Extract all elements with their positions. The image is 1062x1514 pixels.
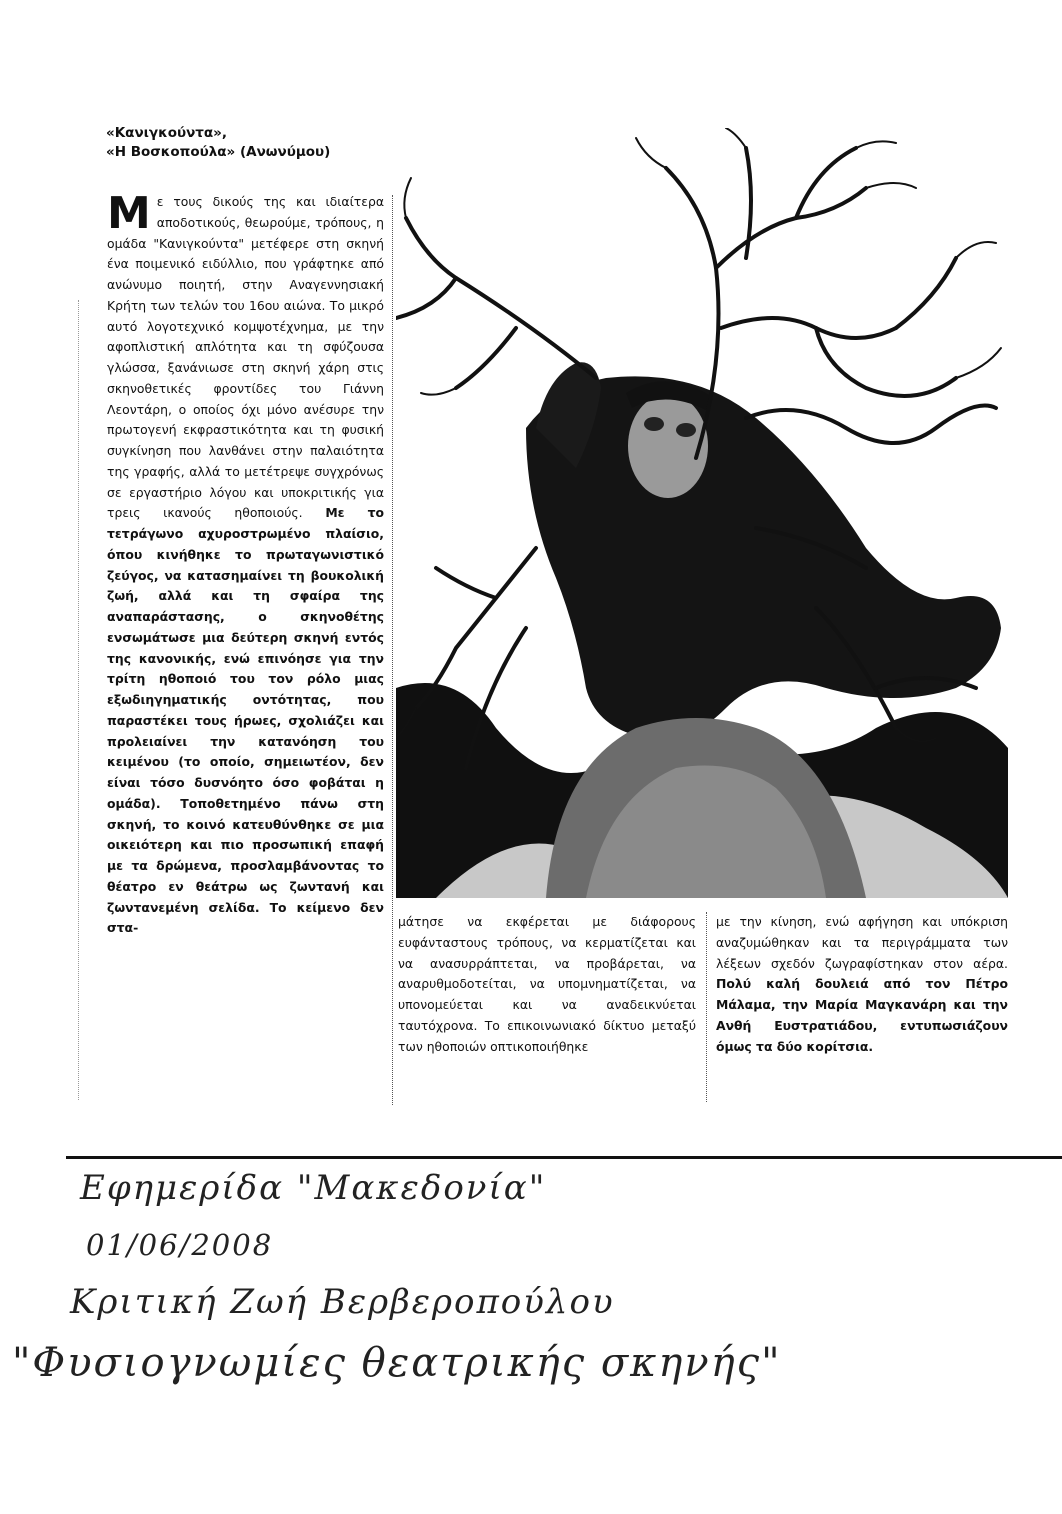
horizontal-separator (66, 1156, 1062, 1159)
column-3-bold-text: Πολύ καλή δουλειά από τον Πέτρο Μάλαμα, την Μαρία Μαγκανάρη και την Ανθή Ευστρατιάδου, εντυπωσιάζουν όμως τα δύο κορίτσια. (716, 976, 1008, 1054)
article-photo (396, 128, 1008, 898)
heading-line-1: «Κανιγκούντα», (106, 125, 228, 141)
handwritten-critic: Κριτική Ζωή Βερβεροπούλου (70, 1282, 615, 1322)
handwritten-source: Εφημερίδα "Μακεδονία" (80, 1168, 547, 1208)
column-3-text: με την κίνηση, ενώ αφήγηση και υπόκριση αναζυμώθηκαν και τα περιγράμματα των λέξεων σχεδόν ζωγραφίστηκαν στον αέρα. (716, 914, 1008, 971)
column-1-text: ε τους δικούς της και ιδιαίτερα αποδοτικούς, θεωρούμε, τρόπους, η ομάδα "Κανιγκούντα" μετέφερε στη σκηνή ένα ποιμενικό ειδύλλιο, που γράφτηκε από ανώνυμο ποιητή, στην Αναγεννησιακή Κρήτη των τελών του 16ου αιώνα. Το μικρό αυτό λογοτεχνικό κομψοτέχνημα, με την αφοπλιστική απλότητα και τη σφύζουσα γλώσσα, ξανάνιωσε στη σκηνή χάρη στις σκηνοθετικές φροντίδες του Γιάννη Λεοντάρη, ο οποίος όχι μόνο ανέσυρε την πρωτογενή εκφραστικότητα και τη φυσική συγκίνηση που λανθάνει στην παλαιότητα της γραφής, αλλά το μετέτρεψε συγχρόνως σε εργαστήριο λόγου και υποκριτικής για τρεις ικανούς ηθοποιούς. (107, 194, 384, 521)
article-column-3 (716, 912, 1008, 1057)
column-1-bold-text: Με το τετράγωνο αχυροστρωμένο πλαίσιο, όπου κινήθηκε το πρωταγωνιστικό ζεύγος, να κατασημαίνει τη βουκολική ζωή, αλλά και τη σφαίρα της αναπαράστασης, ο σκηνοθέτης ενσωμάτωσε μια δεύτερη σκηνή εντός της κανονικής, ενώ επινόησε για την τρίτη ηθοποιό του τον ρόλο μιας εξωδιηγηματικής οντότητας, που παραστέκει τους ήρωες, σχολιάζει και προλειαίνει την κατανόηση του κειμένου (το οποίο, σημειωτέον, δεν είναι τόσο δυσνόητο όσο φοβάται η ομάδα). Τοποθετημένο πάνω στη σκηνή, το κοινό κατευθύνθηκε σε μια οικειότερη και πιο προσωπική επαφή με τα δρώμενα, προσλαμβάνοντας το θέατρο εν θεάτρω ως ζωντανή και ζωντανεμένη σελίδα. Το κείμενο δεν στα- (107, 505, 384, 936)
column-divider-2 (706, 912, 707, 1102)
article-column-1 (107, 188, 384, 939)
handwritten-column-title: "Φυσιογνωμίες θεατρικής σκηνής" (12, 1340, 782, 1386)
photo-performer-branches (396, 128, 1008, 898)
heading-line-2: «Η Βοσκοπούλα» (Ανωνύμου) (106, 144, 331, 160)
drop-cap: Μ (107, 188, 151, 239)
article-heading (106, 124, 406, 162)
article-column-2 (398, 912, 696, 1057)
handwritten-date: 01/06/2008 (86, 1228, 274, 1262)
column-2-text: μάτησε να εκφέρεται με διάφορους ευφάνταστους τρόπους, να κερματίζεται και να ανασυρράπτεται, να προβάρεται, να αναρυθμοδοτείται, να υπομνηματίζεται, να υπονομεύεται και να αναδεικνύεται ταυτόχρονα. Το επικοινωνιακό δίκτυο μεταξύ των ηθοποιών οπτικοποιήθηκε (398, 914, 696, 1054)
margin-dotted-rule (78, 300, 79, 1100)
column-divider-1 (392, 195, 393, 1105)
